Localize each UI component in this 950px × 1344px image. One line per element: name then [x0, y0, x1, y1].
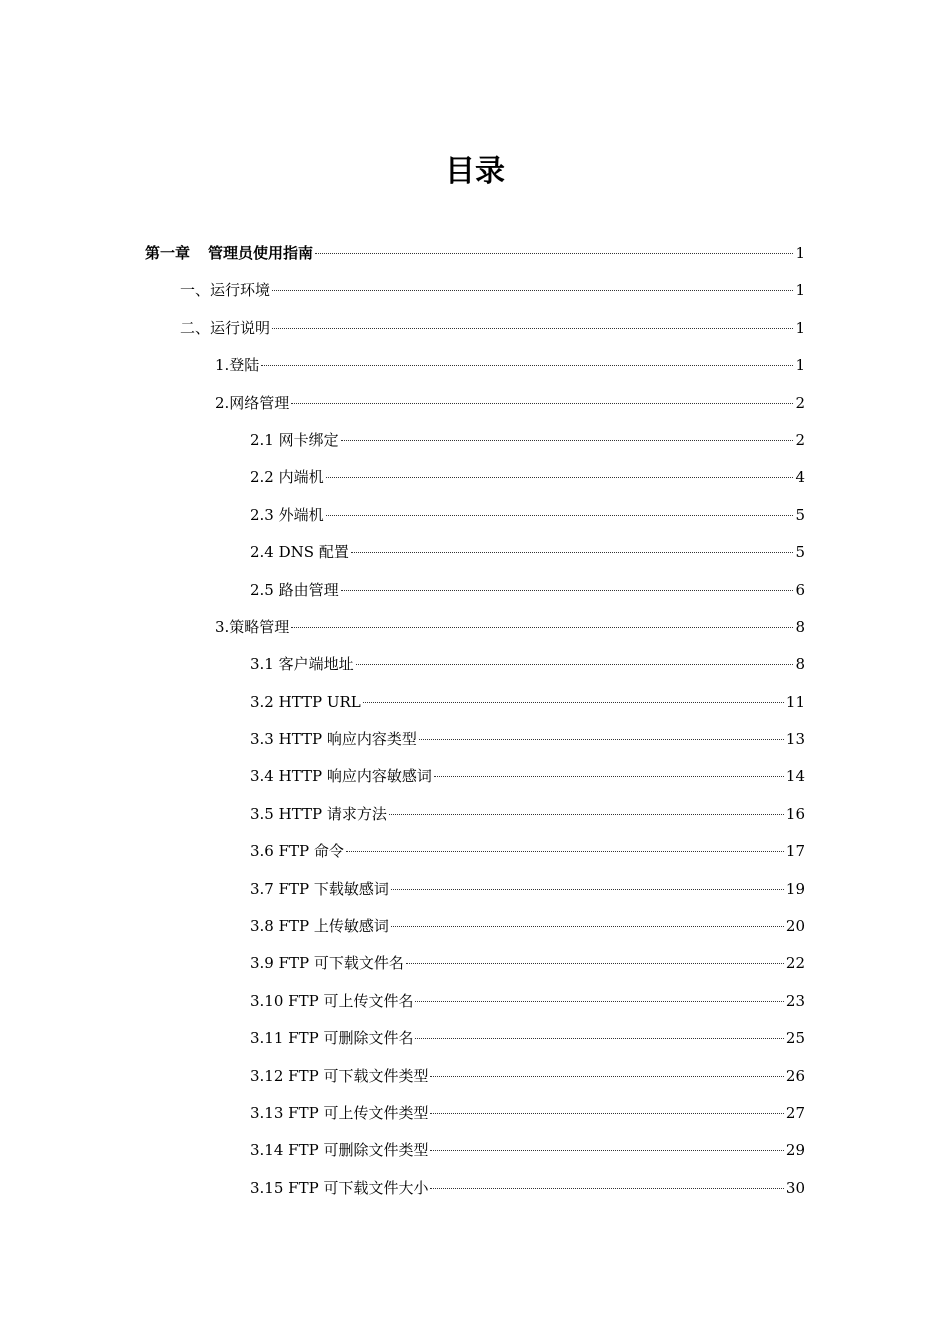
toc-page-number: 26 [785, 1066, 805, 1085]
toc-page-number: 29 [785, 1141, 805, 1160]
toc-entry-label: 2.3 外端机 [250, 505, 324, 524]
toc-entry-label: 二、运行说明 [180, 318, 271, 337]
toc-dot-leader [341, 440, 794, 441]
toc-entry[interactable] [0, 459, 950, 496]
toc-dot-leader [430, 1076, 783, 1077]
toc-entry-label: 管理员使用指南 [208, 244, 314, 262]
toc-entry[interactable] [0, 1020, 950, 1057]
toc-page-number: 2 [795, 393, 805, 412]
toc-dot-leader [391, 926, 784, 927]
toc-entry[interactable] [0, 422, 950, 459]
toc-dot-leader [430, 1188, 783, 1189]
toc-entry[interactable] [0, 833, 950, 870]
toc-page-number: 14 [785, 767, 805, 786]
toc-entry[interactable] [0, 347, 950, 384]
toc-dot-leader [272, 328, 793, 329]
toc-page-number: 13 [785, 730, 805, 749]
toc-entry[interactable] [0, 272, 950, 309]
toc-dot-leader [356, 664, 794, 665]
toc-entry-label: 3.12 FTP 可下载文件类型 [250, 1066, 429, 1085]
toc-entry-label: 3.3 HTTP 响应内容类型 [250, 730, 417, 749]
toc-dot-leader [326, 477, 794, 478]
toc-entry-label: 3.13 FTP 可上传文件类型 [250, 1103, 429, 1122]
toc-entry[interactable] [0, 572, 950, 609]
toc-page-number: 23 [785, 991, 805, 1010]
toc-entry-label: 3.11 FTP 可删除文件名 [250, 1029, 414, 1048]
toc-entry-label: 3.1 客户端地址 [250, 655, 354, 674]
toc-dot-leader [346, 851, 784, 852]
toc-entry-label: 一、运行环境 [180, 281, 271, 300]
toc-page-number: 20 [785, 917, 805, 936]
toc-entry-label: 1.登陆 [215, 356, 260, 375]
toc-entry[interactable] [0, 758, 950, 795]
table-of-contents [0, 235, 950, 1207]
toc-entry[interactable] [0, 235, 950, 272]
toc-entry-label: 2.5 路由管理 [250, 580, 339, 599]
toc-page-number: 22 [785, 954, 805, 973]
toc-page-number: 30 [785, 1178, 805, 1197]
page-title: 目录 [445, 154, 505, 189]
toc-entry-label: 3.15 FTP 可下载文件大小 [250, 1178, 429, 1197]
toc-dot-leader [351, 552, 794, 553]
toc-entry[interactable] [0, 983, 950, 1020]
toc-page-number: 17 [785, 842, 805, 861]
toc-page-number: 1 [795, 244, 805, 262]
toc-dot-leader [261, 365, 793, 366]
toc-page-number: 2 [795, 430, 805, 449]
toc-entry[interactable] [0, 646, 950, 683]
toc-page-number: 1 [795, 281, 805, 300]
toc-entry-label: 3.5 HTTP 请求方法 [250, 804, 387, 823]
toc-dot-leader [291, 627, 793, 628]
toc-dot-leader [326, 515, 794, 516]
toc-page-number: 5 [795, 505, 805, 524]
toc-page-number: 16 [785, 804, 805, 823]
toc-entry-label: 3.10 FTP 可上传文件名 [250, 991, 414, 1010]
toc-dot-leader [341, 590, 794, 591]
toc-dot-leader [430, 1150, 783, 1151]
toc-dot-leader [430, 1113, 783, 1114]
toc-entry[interactable] [0, 1132, 950, 1169]
toc-dot-leader [419, 739, 784, 740]
toc-entry[interactable] [0, 310, 950, 347]
toc-dot-leader [391, 889, 784, 890]
toc-page-number: 11 [785, 692, 805, 711]
toc-entry[interactable] [0, 385, 950, 422]
toc-entry-label: 3.8 FTP 上传敏感词 [250, 917, 389, 936]
toc-page-number: 8 [795, 617, 805, 636]
toc-dot-leader [406, 963, 784, 964]
toc-entry[interactable] [0, 908, 950, 945]
toc-page-number: 8 [795, 655, 805, 674]
toc-entry-label: 3.7 FTP 下载敏感词 [250, 879, 389, 898]
toc-page-number: 4 [795, 468, 805, 487]
toc-entry[interactable] [0, 945, 950, 982]
toc-page-number: 19 [785, 879, 805, 898]
toc-entry-label: 3.6 FTP 命令 [250, 842, 344, 861]
toc-entry-label: 2.4 DNS 配置 [250, 543, 349, 562]
toc-chapter-number: 第一章 [145, 244, 191, 262]
toc-entry[interactable] [0, 796, 950, 833]
toc-entry-label: 3.14 FTP 可删除文件类型 [250, 1141, 429, 1160]
toc-dot-leader [434, 776, 784, 777]
toc-dot-leader [291, 403, 793, 404]
toc-page-number: 1 [795, 356, 805, 375]
toc-entry[interactable] [0, 684, 950, 721]
toc-dot-leader [415, 1038, 783, 1039]
toc-page-number: 27 [785, 1103, 805, 1122]
toc-dot-leader [389, 814, 784, 815]
toc-dot-leader [415, 1001, 783, 1002]
toc-entry-label: 2.网络管理 [215, 393, 290, 412]
toc-entry-label: 2.2 内端机 [250, 468, 324, 487]
toc-page-number: 1 [795, 318, 805, 337]
toc-entry[interactable] [0, 1095, 950, 1132]
toc-entry-label: 3.9 FTP 可下载文件名 [250, 954, 404, 973]
toc-entry[interactable] [0, 871, 950, 908]
toc-dot-leader [272, 290, 793, 291]
toc-entry[interactable] [0, 1170, 950, 1207]
toc-entry[interactable] [0, 609, 950, 646]
toc-entry-label: 3.策略管理 [215, 617, 290, 636]
toc-entry[interactable] [0, 497, 950, 534]
toc-page-number: 6 [795, 580, 805, 599]
toc-entry[interactable] [0, 534, 950, 571]
toc-entry[interactable] [0, 721, 950, 758]
toc-dot-leader [363, 702, 784, 703]
toc-dot-leader [315, 253, 793, 254]
toc-page-number: 5 [795, 543, 805, 562]
toc-entry-label: 3.2 HTTP URL [250, 692, 361, 711]
toc-entry-label: 2.1 网卡绑定 [250, 430, 339, 449]
toc-page-number: 25 [785, 1029, 805, 1048]
toc-entry[interactable] [0, 1058, 950, 1095]
toc-entry-label: 3.4 HTTP 响应内容敏感词 [250, 767, 432, 786]
